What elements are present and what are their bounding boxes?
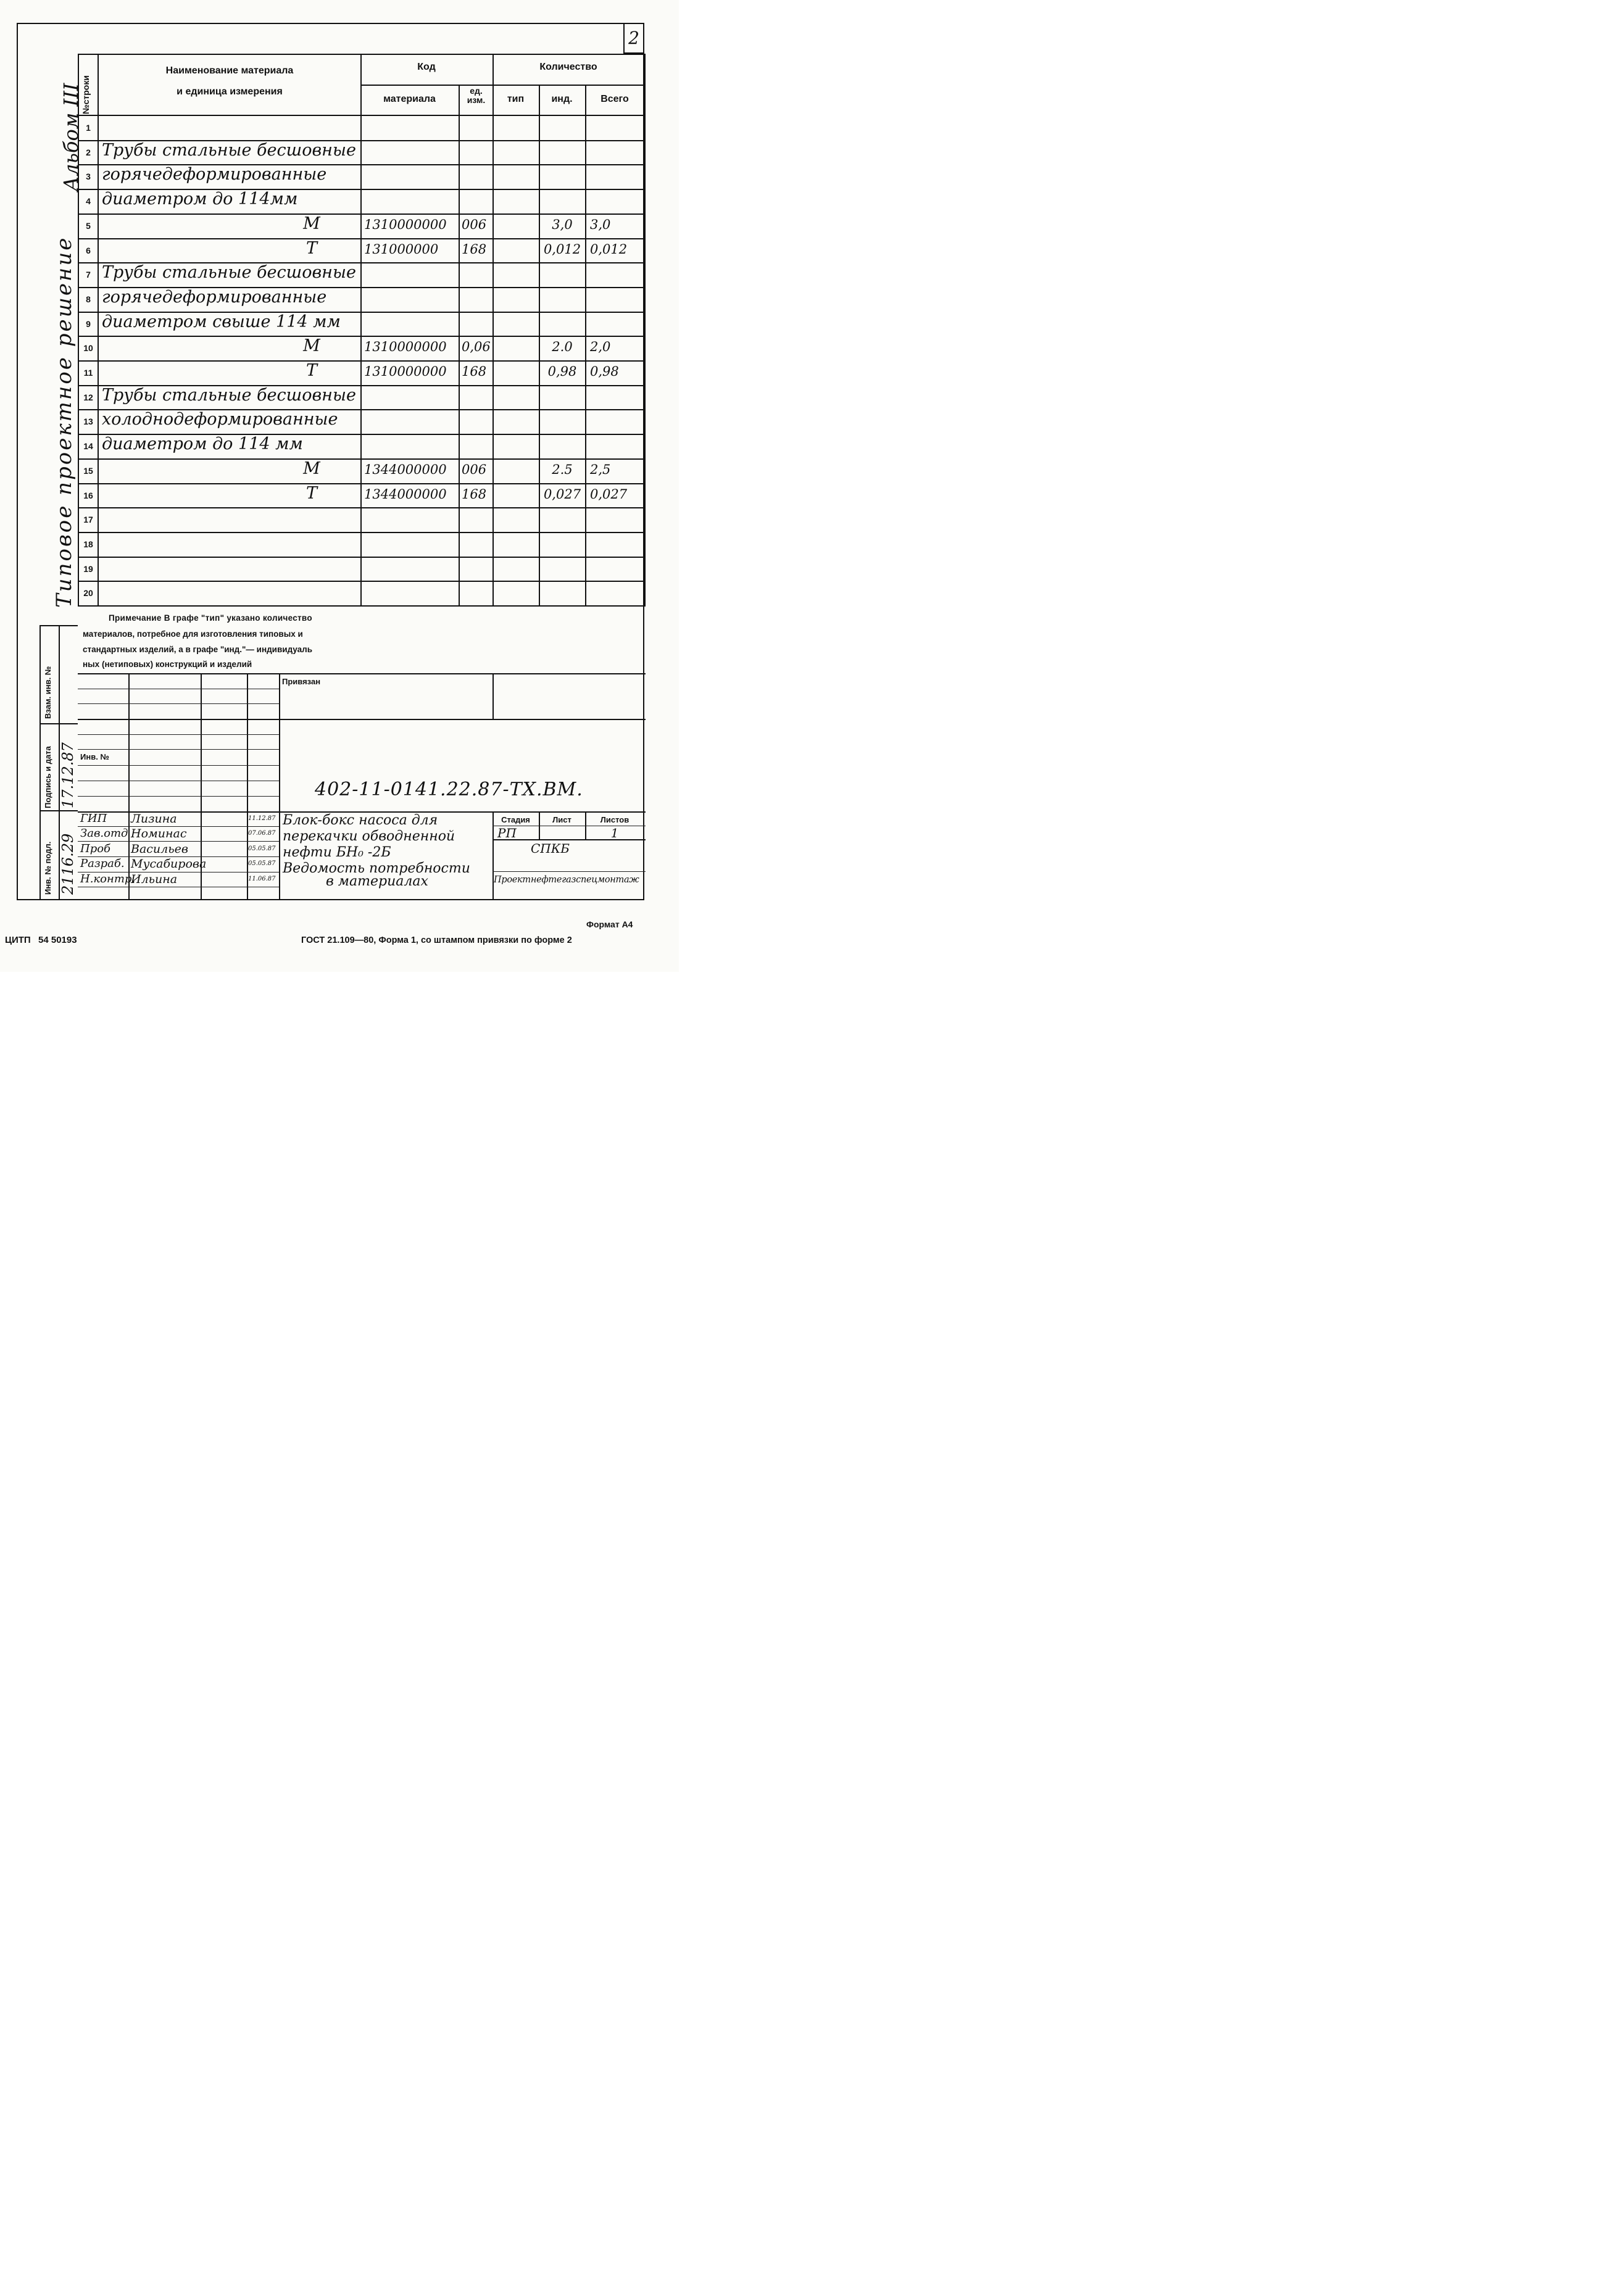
signer-date: 05.05.87 <box>248 860 276 867</box>
unit-name: Т <box>305 239 317 258</box>
signer-role: Зав.отд <box>80 827 128 840</box>
qty-ind: 0,012 <box>543 242 581 257</box>
material-name: диаметром до 114 мм <box>102 434 303 454</box>
unit-code: 168 <box>462 364 487 379</box>
row-number: 11 <box>83 368 93 378</box>
header-code: Код <box>417 62 436 72</box>
row-number: 3 <box>86 172 91 181</box>
row-number: 1 <box>86 123 91 133</box>
unit-code: 0,06 <box>462 339 491 354</box>
note-line-1: Примечание В графе "тип" указано количество <box>109 613 312 623</box>
margin-typical-solution: Типовое проектное решение <box>52 236 77 608</box>
qty-ind: 2.5 <box>552 462 573 477</box>
stage-label: Стадия <box>501 815 530 824</box>
unit-name: Т <box>305 361 317 380</box>
title-line-2: перекачки обводненной <box>283 829 455 844</box>
material-name: горячедеформированные <box>102 165 327 184</box>
row-number: 2 <box>86 147 91 157</box>
qty-total: 0,027 <box>590 487 628 502</box>
format-label: Формат А4 <box>586 919 633 929</box>
stage-value: РП <box>497 826 517 840</box>
row-number: 5 <box>86 221 91 231</box>
org-short: СПКБ <box>531 841 570 856</box>
header-quantity: Количество <box>539 62 597 72</box>
material-name: Трубы стальные бесшовные <box>102 386 356 405</box>
signer-name: Ильина <box>131 872 178 886</box>
signer-role: ГИП <box>80 812 107 825</box>
margin-vzam: Взам. инв. № <box>43 666 52 719</box>
document-page <box>0 0 679 972</box>
unit-code: 168 <box>462 487 487 502</box>
qty-total: 2,0 <box>590 339 611 354</box>
signer-role: Проб <box>80 842 111 855</box>
row-number: 13 <box>83 417 93 426</box>
material-name: Трубы стальные бесшовные <box>102 141 356 160</box>
sheet-number-box <box>623 23 644 54</box>
row-number: 17 <box>83 515 93 524</box>
title-line-1: Блок-бокс насоса для <box>283 813 438 828</box>
document-code: 402-11-0141.22.87-ТХ.ВМ. <box>315 779 583 800</box>
qty-total: 2,5 <box>590 462 611 477</box>
header-row-number: №строки <box>81 75 91 114</box>
qty-ind: 0,98 <box>547 364 577 379</box>
row-number: 4 <box>86 196 91 206</box>
title-line-3: нефти БН₀ -2Б <box>283 845 391 860</box>
unit-name: М <box>303 214 320 233</box>
material-code: 131000000 <box>364 242 439 257</box>
signer-name: Номинас <box>131 827 187 840</box>
unit-name: М <box>303 459 320 478</box>
material-name: Трубы стальные бесшовные <box>102 263 356 282</box>
sheet-number: 2 <box>628 27 639 48</box>
qty-ind: 2.0 <box>552 339 573 354</box>
row-number: 16 <box>83 491 93 500</box>
margin-inv-podl: Инв. № подл. <box>43 841 52 895</box>
note-line-3: стандартных изделий, а в графе "инд."— индивидуаль <box>83 645 313 654</box>
title-line-4: Ведомость потребности <box>283 861 470 876</box>
margin-inv-podl-value: 2116.29 <box>59 833 77 895</box>
signer-date: 11.06.87 <box>248 876 276 882</box>
org-full: Проектнефтегазспецмонтаж <box>494 875 639 885</box>
header-qty-total: Всего <box>600 94 629 104</box>
note-line-2: материалов, потребное для изготовления типовых и <box>83 629 303 639</box>
row-number: 18 <box>83 539 93 549</box>
sheets-value: 1 <box>610 826 619 840</box>
header-qty-typ: тип <box>507 94 525 104</box>
margin-album: Альбом III <box>59 83 83 191</box>
signer-date: 11.12.87 <box>248 815 276 822</box>
privyazan-label: Привязан <box>282 677 321 686</box>
row-number: 7 <box>86 270 91 280</box>
header-code-material: материала <box>383 94 436 104</box>
signer-date: 07.06.87 <box>248 830 276 837</box>
row-number: 6 <box>86 246 91 255</box>
signer-role: Н.контр. <box>80 872 136 885</box>
header-name-line2: и единица измерения <box>177 86 283 97</box>
row-number: 14 <box>83 441 93 451</box>
row-number: 19 <box>83 564 93 574</box>
row-number: 15 <box>83 466 93 476</box>
unit-name: Т <box>305 484 317 503</box>
row-number: 10 <box>83 343 93 353</box>
material-code: 1344000000 <box>364 487 447 502</box>
unit-code: 168 <box>462 242 487 257</box>
unit-code: 006 <box>462 462 487 477</box>
header-code-unit: ед. изм. <box>467 86 486 105</box>
footer-gost: ГОСТ 21.109—80, Форма 1, со штампом привязки по форме 2 <box>301 935 572 945</box>
header-qty-ind: инд. <box>551 94 573 104</box>
note-line-4: ных (нетиповых) конструкций и изделий <box>83 660 252 669</box>
material-code: 1310000000 <box>364 339 447 354</box>
row-number: 8 <box>86 294 91 304</box>
header-name-line1: Наименование материала <box>165 65 294 76</box>
material-name: холоднодеформированные <box>102 410 338 429</box>
unit-code: 006 <box>462 217 487 232</box>
footer-left-code: ЦИТП <box>5 935 31 945</box>
margin-podpis: Подпись и дата <box>43 746 52 808</box>
signer-role: Разраб. <box>80 857 125 870</box>
material-code: 1310000000 <box>364 364 447 379</box>
material-name: диаметром свыше 114 мм <box>102 312 341 331</box>
sheet-label: Лист <box>552 815 571 824</box>
material-name: горячедеформированные <box>102 288 327 307</box>
qty-ind: 3,0 <box>552 217 573 232</box>
qty-total: 3,0 <box>590 217 611 232</box>
row-number: 20 <box>83 588 93 598</box>
signer-name: Мусабирова <box>131 857 207 871</box>
footer-left-number: 54 50193 <box>38 935 77 945</box>
sheets-label: Листов <box>600 815 630 824</box>
qty-total: 0,98 <box>590 364 619 379</box>
material-code: 1310000000 <box>364 217 447 232</box>
qty-ind: 0,027 <box>543 487 581 502</box>
signer-date: 05.05.87 <box>248 845 276 852</box>
unit-name: М <box>303 336 320 355</box>
title-line-5: в материалах <box>326 874 428 889</box>
material-name: диаметром до 114мм <box>102 189 298 209</box>
row-number: 9 <box>86 319 91 329</box>
margin-podpis-value: 17.12.87 <box>59 742 77 808</box>
signer-name: Васильев <box>131 842 188 856</box>
signer-name: Лизина <box>131 812 177 826</box>
row-number: 12 <box>83 392 93 402</box>
inv-no-label: Инв. № <box>80 752 109 761</box>
qty-total: 0,012 <box>590 242 628 257</box>
material-code: 1344000000 <box>364 462 447 477</box>
